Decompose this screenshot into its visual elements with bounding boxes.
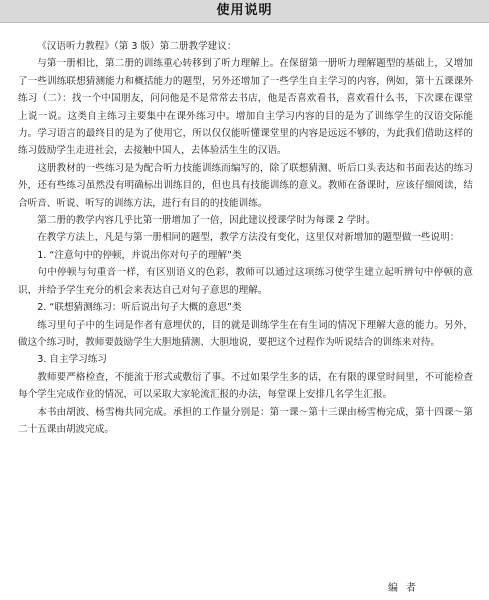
title-bar — [0, 0, 489, 23]
paragraph-class-hours: 第二册的教学内容几乎比第一册增加了一倍，因此建议授课学时为每课 2 学时。 — [37, 215, 376, 227]
paragraph-self-study: 教师要严格检查，不能流于形式或敷衍了事。不过如果学生多的话，在有限的课堂时间里，不可能检查每个学生完成作业的情况，可以采取大家轮流汇报的办法，每堂课上安排几名学生汇报。 — [18, 371, 473, 401]
item-heading-self-study: 3. 自主学习练习 — [37, 354, 107, 366]
paragraph-focus-shift: 与第一册相比，第二册的训练重心转移到了听力理解上。在保留第一册听力理解题型的基础上，又增加了一些训练联想猜测能力和概括能力的题型，另外还增加了一些学生自主学习的内容，例如，第十五课课外练习（二）：找一个中国朋友，问问他是不是常常去书店，他是否喜欢看书，喜欢看什么书，下次课在课堂上说一说。这类自主练习主要集中在课外练习中。增加自主学习内容的目的是为了训练学生的汉语交际能力。学习语言的最终目的是为了使用它，所以仅仅能听懂课堂里的内容是远远不够的，为此我们借助这样的练习鼓励学生走进社会，去接触中国人，去体验活生生的汉语。 — [18, 58, 473, 157]
intro-heading: 《汉语听力教程》（第 3 版）第二册教学建议： — [37, 41, 237, 52]
page-title: 使用说明 — [216, 3, 273, 18]
item-heading-pause: 1. “注意句中的停顿，并说出你对句子的理解”类 — [37, 249, 242, 261]
document-body — [18, 38, 473, 438]
paragraph-authors: 本书由胡波、杨雪梅共同完成。承担的工作量分别是：第一课～第十三课由杨雪梅完成，第十四课～第二十五课由胡波完成。 — [18, 406, 473, 435]
editor-signature: 编者 — [388, 583, 424, 594]
paragraph-teaching-methods: 在教学方法上，凡是与第一册相同的题型，教学方法没有变化，这里仅对新增加的题型做一些说明： — [37, 232, 460, 244]
item-heading-guessing: 2. “联想猜测练习：听后说出句子大概的意思”类 — [37, 302, 242, 314]
paragraph-skill-exercises: 这册教材的一些练习是为配合听力技能训练而编写的，除了联想猜测、听后口头表达和书面表达的练习外，还有些练习虽然没有明确标出训练目的，但也具有技能训练的意义。教师在备课时，应该仔细阅读，结合听音、听说、听写的训练方法，进行有目的的技能训练。 — [18, 162, 473, 209]
paragraph-guessing: 练习里句子中的生词是作者有意埋伏的，目的就是训练学生在有生词的情况下理解大意的能力。另外，做这个练习时，教师要鼓励学生大胆地猜测、大胆地说，要把这个过程作为听说结合的训练来对待。 — [18, 319, 473, 348]
paragraph-pause: 句中停顿与句重音一样，有区别语义的色彩，教师可以通过这项练习使学生建立起听辨句中停顿的意识，并给予学生充分的机会来表达自己对句子意思的理解。 — [18, 267, 473, 296]
